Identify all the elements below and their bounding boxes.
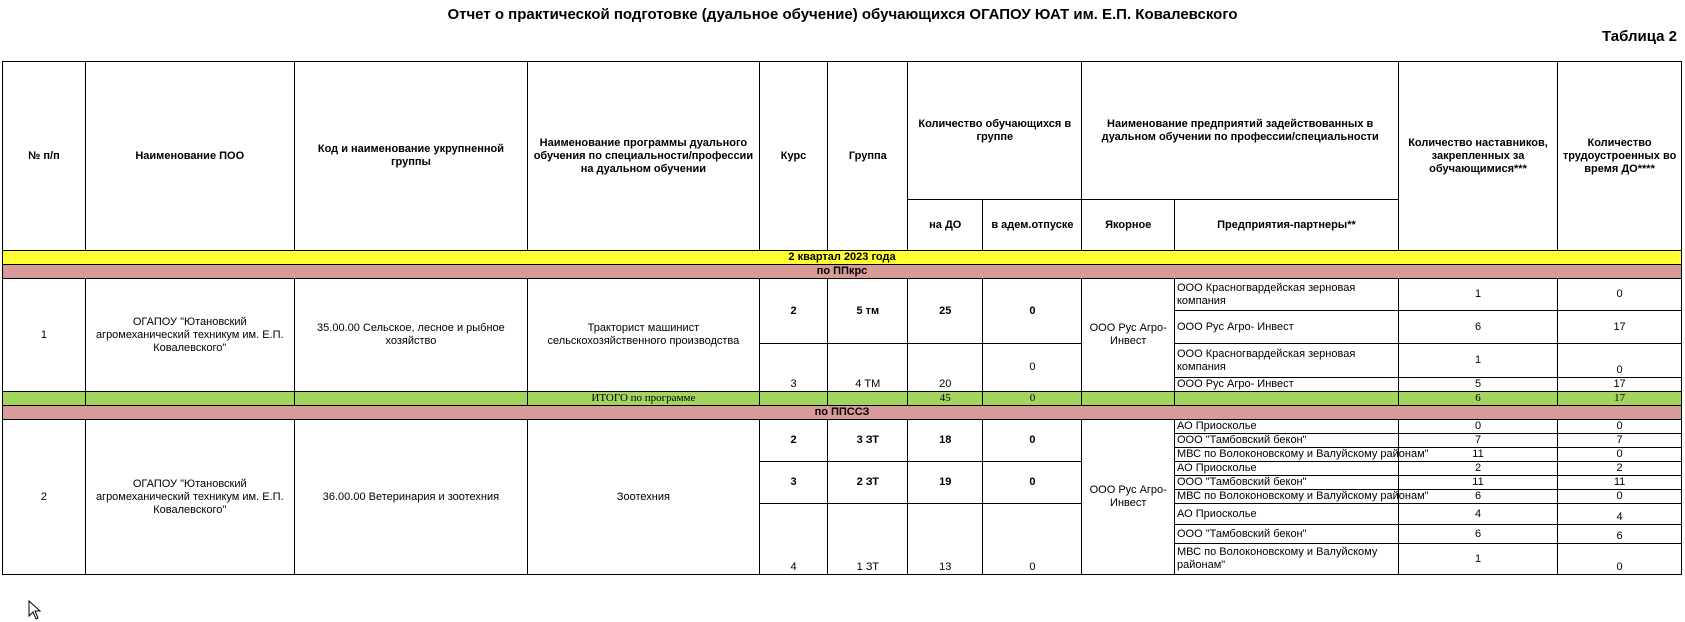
poo-name: ОГАПОУ "Ютановский агромеханический техникум им. Е.П. Ковалевского" — [85, 420, 294, 575]
mentors-count: 6 — [1398, 311, 1557, 344]
employed-count: 4 — [1558, 504, 1682, 525]
employed-count: 7 — [1558, 434, 1682, 448]
course: 2 — [759, 420, 828, 462]
course: 3 — [759, 344, 828, 392]
count-do: 18 — [908, 420, 983, 462]
mentors-count: 0 — [1398, 420, 1557, 434]
mentors-count: 2 — [1398, 462, 1557, 476]
group: 4 ТМ — [828, 344, 908, 392]
partner-name: ООО "Тамбовский бекон" — [1175, 525, 1399, 544]
partner-name: ООО Красногвардейская зерновая компания — [1175, 344, 1399, 378]
partner-name: АО Приосколье — [1175, 462, 1399, 476]
mentors-count: 1 — [1398, 544, 1557, 575]
row-num: 2 — [3, 420, 86, 575]
total-mentors: 6 — [1398, 392, 1557, 406]
partner-name: ООО Рус Агро- Инвест — [1175, 378, 1399, 392]
section-label: по ППССЗ — [3, 406, 1682, 420]
partner-name: АО Приосколье — [1175, 504, 1399, 525]
count-do: 13 — [908, 504, 983, 575]
partner-name: ООО "Тамбовский бекон" — [1175, 434, 1399, 448]
code-name: 36.00.00 Ветеринария и зоотехния — [294, 420, 528, 575]
count-leave: 0 — [983, 279, 1082, 344]
mentors-count: 5 — [1398, 378, 1557, 392]
count-leave: 0 — [983, 462, 1082, 504]
group: 2 ЗТ — [828, 462, 908, 504]
page-title: Отчет о практической подготовке (дуальное обучение) обучающихся ОГАПОУ ЮАТ им. Е.П. Ковалевского — [447, 6, 1238, 23]
mentors-count: 1 — [1398, 279, 1557, 311]
mentors-count: 6 — [1398, 490, 1557, 504]
total-leave: 0 — [983, 392, 1082, 406]
count-do: 19 — [908, 462, 983, 504]
total-cell — [1082, 392, 1175, 406]
total-do: 45 — [908, 392, 983, 406]
code-name: 35.00.00 Сельское, лесное и рыбное хозяйство — [294, 279, 528, 392]
header-count-do: на ДО — [908, 200, 983, 251]
employed-count: 11 — [1558, 476, 1682, 490]
partner-name: АО Приосколье — [1175, 420, 1399, 434]
header-count: Количество обучающихся в группе — [908, 62, 1082, 200]
total-cell — [294, 392, 528, 406]
anchor-enterprise: ООО Рус Агро-Инвест — [1082, 279, 1175, 392]
header-employed: Количество трудоустроенных во время ДО**** — [1558, 62, 1682, 251]
group: 1 ЗТ — [828, 504, 908, 575]
total-employed: 17 — [1558, 392, 1682, 406]
table-label: Таблица 2 — [1601, 28, 1677, 45]
employed-count: 6 — [1558, 525, 1682, 544]
employed-count: 0 — [1558, 448, 1682, 462]
partner-name: ООО Красногвардейская зерновая компания — [1175, 279, 1399, 311]
employed-count: 2 — [1558, 462, 1682, 476]
poo-name: ОГАПОУ "Ютановский агромеханический техникум им. Е.П. Ковалевского" — [85, 279, 294, 392]
mentors-count: 1 — [1398, 344, 1557, 378]
count-leave: 0 — [983, 344, 1082, 392]
total-cell — [85, 392, 294, 406]
employed-count: 0 — [1558, 420, 1682, 434]
report-table — [2, 61, 1682, 575]
course: 4 — [759, 504, 828, 575]
header-group: Группа — [828, 62, 908, 251]
employed-count: 0 — [1558, 344, 1682, 378]
employed-count: 17 — [1558, 311, 1682, 344]
total-cell — [1175, 392, 1399, 406]
header-num: № п/п — [3, 62, 86, 251]
header-enterprises: Наименование предприятий задействованных в дуальном обучении по профессии/специальности — [1082, 62, 1398, 200]
partner-name: МВС по Волоконовскому и Валуйскому районам" — [1175, 544, 1399, 575]
group: 3 ЗТ — [828, 420, 908, 462]
mentors-count: 4 — [1398, 504, 1557, 525]
mouse-cursor-icon — [28, 600, 42, 620]
mentors-count: 11 — [1398, 448, 1557, 462]
total-cell — [828, 392, 908, 406]
total-cell — [759, 392, 828, 406]
header-count-leave: в адем.отпуске — [983, 200, 1082, 251]
employed-count: 0 — [1558, 279, 1682, 311]
employed-count: 0 — [1558, 544, 1682, 575]
anchor-enterprise: ООО Рус Агро-Инвест — [1082, 420, 1175, 575]
count-do: 25 — [908, 279, 983, 344]
course: 3 — [759, 462, 828, 504]
mentors-count: 6 — [1398, 525, 1557, 544]
count-leave: 0 — [983, 504, 1082, 575]
employed-count: 17 — [1558, 378, 1682, 392]
mentors-count: 7 — [1398, 434, 1557, 448]
header-partners: Предприятия-партнеры** — [1175, 200, 1399, 251]
program-name: Зоотехния — [528, 420, 759, 575]
header-code: Код и наименование укрупненной группы — [294, 62, 528, 251]
mentors-count: 11 — [1398, 476, 1557, 490]
section-label: по ППкрс — [3, 265, 1682, 279]
partner-name: МВС по Волоконовскому и Валуйскому районам" — [1175, 448, 1399, 462]
header-course: Курс — [759, 62, 828, 251]
header-anchor: Якорное — [1082, 200, 1175, 251]
header-poo: Наименование ПОО — [85, 62, 294, 251]
group: 5 тм — [828, 279, 908, 344]
total-cell — [3, 392, 86, 406]
partner-name: МВС по Волоконовскому и Валуйскому районам" — [1175, 490, 1399, 504]
count-leave: 0 — [983, 420, 1082, 462]
partner-name: ООО "Тамбовский бекон" — [1175, 476, 1399, 490]
header-mentors: Количество наставников, закрепленных за обучающимися*** — [1398, 62, 1557, 251]
header-program: Наименование программы дуального обучения по специальности/профессии на дуальном обучении — [528, 62, 759, 251]
count-do: 20 — [908, 344, 983, 392]
total-label: ИТОГО по программе — [528, 392, 759, 406]
course: 2 — [759, 279, 828, 344]
row-num: 1 — [3, 279, 86, 392]
period-row: 2 квартал 2023 года — [3, 251, 1682, 265]
partner-name: ООО Рус Агро- Инвест — [1175, 311, 1399, 344]
employed-count: 0 — [1558, 490, 1682, 504]
program-name: Тракторист машинист сельскохозяйственного производства — [528, 279, 759, 392]
